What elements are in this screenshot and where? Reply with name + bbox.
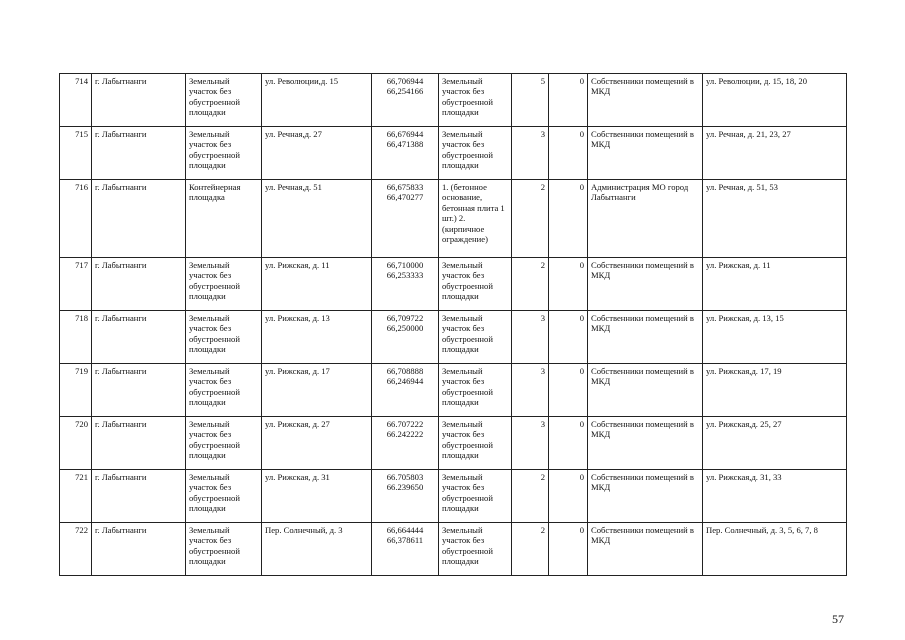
served-objects-cell: [703, 523, 847, 576]
container-volume-cell: [549, 127, 588, 180]
cover-type-cell-text: Земельный участок без обустроенной площадки: [442, 313, 493, 355]
container-count-cell: [512, 364, 549, 417]
row-number-text: 722: [75, 525, 88, 535]
container-count-cell-text: 2: [540, 260, 545, 270]
row-number: [60, 364, 92, 417]
town-cell: [92, 311, 186, 364]
served-objects-cell: [703, 258, 847, 311]
latitude: 66,675833: [386, 182, 424, 192]
town-cell-text: г. Лабытнанги: [95, 366, 147, 376]
table-row: [60, 523, 847, 576]
site-type-cell-text: Земельный участок без обустроенной площадки: [189, 366, 240, 408]
address-cell: [262, 364, 372, 417]
served-objects-cell: [703, 417, 847, 470]
town-cell-text: г. Лабытнанги: [95, 419, 147, 429]
owner-cell: [588, 127, 703, 180]
container-count-cell-text: 2: [540, 472, 545, 482]
row-number-text: 720: [75, 419, 88, 429]
site-type-cell: [186, 127, 262, 180]
longitude: 66.242222: [386, 429, 424, 440]
row-number-text: 714: [75, 76, 88, 86]
served-objects-cell-text: ул. Революции, д. 15, 18, 20: [706, 76, 808, 86]
town-cell: [92, 258, 186, 311]
container-volume-cell-text: 0: [579, 525, 584, 535]
cover-type-cell: [439, 311, 512, 364]
site-type-cell: [186, 470, 262, 523]
town-cell-text: г. Лабытнанги: [95, 76, 147, 86]
site-type-cell: [186, 311, 262, 364]
site-type-cell: [186, 258, 262, 311]
container-count-cell-text: 2: [540, 182, 545, 192]
container-volume-cell-text: 0: [579, 366, 584, 376]
container-volume-cell: [549, 417, 588, 470]
cover-type-cell: [439, 417, 512, 470]
site-type-cell: [186, 180, 262, 258]
served-objects-cell: [703, 180, 847, 258]
coordinates-cell: [372, 74, 439, 127]
served-objects-cell-text: ул. Рижская, д. 11: [706, 260, 771, 270]
address-cell: [262, 258, 372, 311]
owner-cell: [588, 180, 703, 258]
address-cell: [262, 523, 372, 576]
latitude: 66,710000: [386, 260, 424, 270]
address-cell: [262, 417, 372, 470]
address-cell-text: ул. Речная,д. 51: [265, 182, 322, 192]
row-number: [60, 523, 92, 576]
owner-cell: [588, 311, 703, 364]
cover-type-cell: [439, 180, 512, 258]
longitude: 66,471388: [386, 139, 424, 150]
container-volume-cell-text: 0: [579, 419, 584, 429]
site-type-cell-text: Земельный участок без обустроенной площадки: [189, 525, 240, 567]
cover-type-cell-text: Земельный участок без обустроенной площадки: [442, 525, 493, 567]
owner-cell: [588, 417, 703, 470]
owner-cell-text: Собственники помещений в МКД: [591, 313, 694, 334]
table-row: [60, 258, 847, 311]
container-count-cell: [512, 523, 549, 576]
container-count-cell-text: 3: [540, 313, 545, 323]
container-volume-cell: [549, 258, 588, 311]
longitude: 66.239650: [386, 482, 424, 493]
row-number: [60, 258, 92, 311]
address-cell-text: ул. Речная,д. 27: [265, 129, 322, 139]
site-type-cell-text: Земельный участок без обустроенной площадки: [189, 129, 240, 171]
town-cell-text: г. Лабытнанги: [95, 260, 147, 270]
served-objects-cell-text: Пер. Солнечный, д. 3, 5, 6, 7, 8: [706, 525, 818, 535]
served-objects-cell-text: ул. Рижская, д. 13, 15: [706, 313, 784, 323]
cover-type-cell-text: Земельный участок без обустроенной площадки: [442, 260, 493, 302]
container-count-cell: [512, 127, 549, 180]
longitude: 66,250000: [386, 323, 424, 334]
site-type-cell-text: Земельный участок без обустроенной площадки: [189, 260, 240, 302]
cover-type-cell-text: Земельный участок без обустроенной площадки: [442, 76, 493, 118]
longitude: 66,470277: [386, 192, 424, 203]
cover-type-cell: [439, 74, 512, 127]
town-cell: [92, 523, 186, 576]
longitude: 66,253333: [386, 270, 424, 281]
container-volume-cell: [549, 470, 588, 523]
latitude: 66.707222: [386, 419, 424, 429]
town-cell-text: г. Лабытнанги: [95, 182, 147, 192]
served-objects-cell-text: ул. Рижская,д. 17, 19: [706, 366, 782, 376]
site-type-cell-text: Земельный участок без обустроенной площадки: [189, 76, 240, 118]
town-cell-text: г. Лабытнанги: [95, 472, 147, 482]
latitude: 66.705803: [386, 472, 424, 482]
site-type-cell-text: Земельный участок без обустроенной площадки: [189, 313, 240, 355]
owner-cell: [588, 258, 703, 311]
longitude: 66,254166: [386, 86, 424, 97]
container-volume-cell: [549, 74, 588, 127]
cover-type-cell: [439, 470, 512, 523]
address-cell-text: ул. Революции,д. 15: [265, 76, 339, 86]
page-number: 57: [832, 612, 844, 626]
container-volume-cell: [549, 523, 588, 576]
served-objects-cell: [703, 311, 847, 364]
owner-cell: [588, 470, 703, 523]
container-count-cell: [512, 180, 549, 258]
served-objects-cell: [703, 470, 847, 523]
owner-cell-text: Собственники помещений в МКД: [591, 472, 694, 493]
served-objects-cell-text: ул. Речная, д. 21, 23, 27: [706, 129, 791, 139]
container-count-cell: [512, 417, 549, 470]
owner-cell-text: Собственники помещений в МКД: [591, 129, 694, 150]
owner-cell-text: Собственники помещений в МКД: [591, 525, 694, 546]
owner-cell-text: Собственники помещений в МКД: [591, 419, 694, 440]
coordinates-cell: [372, 364, 439, 417]
cover-type-cell: [439, 127, 512, 180]
site-type-cell: [186, 74, 262, 127]
owner-cell: [588, 74, 703, 127]
latitude: 66,664444: [386, 525, 424, 535]
coordinates-cell: [372, 127, 439, 180]
row-number: [60, 470, 92, 523]
container-volume-cell-text: 0: [579, 129, 584, 139]
served-objects-cell: [703, 127, 847, 180]
row-number-text: 719: [75, 366, 88, 376]
row-number: [60, 74, 92, 127]
registry-table: [59, 73, 847, 576]
address-cell-text: Пер. Солнечный, д. 3: [265, 525, 343, 535]
served-objects-cell-text: ул. Речная, д. 51, 53: [706, 182, 778, 192]
address-cell: [262, 470, 372, 523]
container-count-cell: [512, 258, 549, 311]
town-cell: [92, 470, 186, 523]
coordinates-cell: [372, 311, 439, 364]
row-number: [60, 417, 92, 470]
longitude: 66,246944: [386, 376, 424, 387]
served-objects-cell: [703, 74, 847, 127]
row-number-text: 716: [75, 182, 88, 192]
town-cell-text: г. Лабытнанги: [95, 313, 147, 323]
container-volume-cell-text: 0: [579, 313, 584, 323]
site-type-cell-text: Земельный участок без обустроенной площадки: [189, 419, 240, 461]
site-type-cell-text: Земельный участок без обустроенной площадки: [189, 472, 240, 514]
container-count-cell-text: 5: [540, 76, 545, 86]
cover-type-cell: [439, 364, 512, 417]
coordinates-cell: [372, 470, 439, 523]
cover-type-cell-text: Земельный участок без обустроенной площадки: [442, 366, 493, 408]
site-type-cell: [186, 523, 262, 576]
container-count-cell-text: 3: [540, 129, 545, 139]
owner-cell: [588, 364, 703, 417]
address-cell: [262, 127, 372, 180]
row-number: [60, 311, 92, 364]
container-volume-cell: [549, 311, 588, 364]
site-type-cell-text: Контейнерная площадка: [189, 182, 241, 203]
table-row: [60, 470, 847, 523]
address-cell-text: ул. Рижская, д. 11: [265, 260, 330, 270]
row-number-text: 717: [75, 260, 88, 270]
container-volume-cell-text: 0: [579, 182, 584, 192]
coordinates-cell: [372, 258, 439, 311]
latitude: 66,676944: [386, 129, 424, 139]
address-cell-text: ул. Рижская, д. 13: [265, 313, 330, 323]
table-row: [60, 127, 847, 180]
town-cell: [92, 74, 186, 127]
latitude: 66,709722: [386, 313, 424, 323]
address-cell-text: ул. Рижская, д. 31: [265, 472, 330, 482]
site-type-cell: [186, 364, 262, 417]
address-cell: [262, 311, 372, 364]
town-cell: [92, 417, 186, 470]
row-number-text: 715: [75, 129, 88, 139]
cover-type-cell: [439, 258, 512, 311]
owner-cell-text: Собственники помещений в МКД: [591, 260, 694, 281]
cover-type-cell-text: Земельный участок без обустроенной площадки: [442, 419, 493, 461]
container-volume-cell: [549, 364, 588, 417]
latitude: 66,706944: [386, 76, 424, 86]
table-row: [60, 180, 847, 258]
served-objects-cell-text: ул. Рижская,д. 31, 33: [706, 472, 782, 482]
site-type-cell: [186, 417, 262, 470]
owner-cell-text: Собственники помещений в МКД: [591, 76, 694, 97]
table-row: [60, 417, 847, 470]
row-number: [60, 180, 92, 258]
container-count-cell: [512, 74, 549, 127]
town-cell: [92, 364, 186, 417]
cover-type-cell-text: 1. (бетонное основание, бетонная плита 1 шт.) 2. (кирпичное ограждение): [442, 182, 505, 245]
served-objects-cell: [703, 364, 847, 417]
owner-cell: [588, 523, 703, 576]
container-count-cell-text: 2: [540, 525, 545, 535]
cover-type-cell-text: Земельный участок без обустроенной площадки: [442, 129, 493, 171]
address-cell-text: ул. Рижская, д. 27: [265, 419, 330, 429]
container-count-cell: [512, 470, 549, 523]
row-number-text: 721: [75, 472, 88, 482]
owner-cell-text: Собственники помещений в МКД: [591, 366, 694, 387]
container-count-cell-text: 3: [540, 366, 545, 376]
table-row: [60, 74, 847, 127]
address-cell: [262, 180, 372, 258]
container-count-cell: [512, 311, 549, 364]
container-volume-cell-text: 0: [579, 472, 584, 482]
latitude: 66,708888: [386, 366, 424, 376]
container-volume-cell: [549, 180, 588, 258]
town-cell: [92, 180, 186, 258]
cover-type-cell-text: Земельный участок без обустроенной площадки: [442, 472, 493, 514]
table-row: [60, 364, 847, 417]
row-number: [60, 127, 92, 180]
coordinates-cell: [372, 417, 439, 470]
town-cell: [92, 127, 186, 180]
served-objects-cell-text: ул. Рижская,д. 25, 27: [706, 419, 782, 429]
container-volume-cell-text: 0: [579, 76, 584, 86]
container-count-cell-text: 3: [540, 419, 545, 429]
coordinates-cell: [372, 180, 439, 258]
container-volume-cell-text: 0: [579, 260, 584, 270]
town-cell-text: г. Лабытнанги: [95, 129, 147, 139]
row-number-text: 718: [75, 313, 88, 323]
address-cell-text: ул. Рижская, д. 17: [265, 366, 330, 376]
cover-type-cell: [439, 523, 512, 576]
table-row: [60, 311, 847, 364]
town-cell-text: г. Лабытнанги: [95, 525, 147, 535]
longitude: 66,378611: [386, 535, 424, 546]
owner-cell-text: Администрация МО город Лабытнанги: [591, 182, 689, 203]
coordinates-cell: [372, 523, 439, 576]
address-cell: [262, 74, 372, 127]
